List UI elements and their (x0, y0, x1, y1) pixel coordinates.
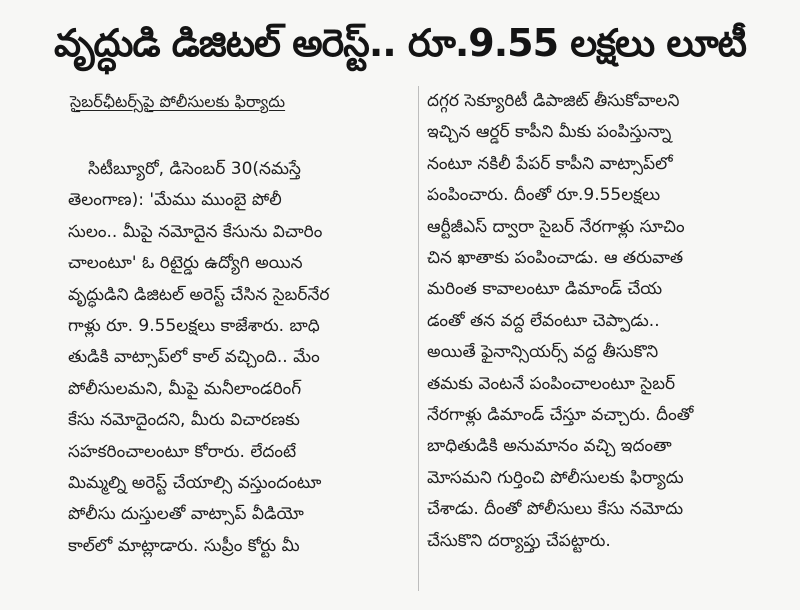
left-column-text (48, 154, 408, 562)
text-line: ఆర్టీజీఎస్ ద్వారా సైబర్ నేరగాళ్లు సూచిం (427, 216, 685, 237)
text-line: సహకరించాలంటూ కోరారు. లేదంటే (68, 441, 297, 462)
text-line: చేసుకొని దర్యాప్తు చేపట్టారు. (427, 530, 611, 551)
text-line: తుడికి వాట్సాప్‌లో కాల్ వచ్చింది.. మేం (68, 347, 320, 368)
text-line: చాలంటూ' ఓ రిటైర్డు ఉద్యోగి అయిన (68, 253, 303, 274)
column-divider (418, 86, 419, 591)
text-line: నంటూ నకిలీ పేపర్ కాపీని వాట్సాప్‌లో (427, 153, 673, 174)
text-line: బాధితుడికి అనుమానం వచ్చి ఇదంతా (427, 436, 672, 457)
text-line: మిమ్మల్ని అరెస్ట్ చేయాల్సి వస్తుందంటూ (68, 473, 322, 494)
headline: వృద్ధుడి డిజిటల్ అరెస్ట్.. రూ.9.55 లక్షలు లూటీ (53, 21, 747, 65)
text-line: తెలంగాణ): 'మేము ముంబై పోలీ (68, 190, 282, 211)
right-column-text (427, 86, 784, 557)
text-line: కేసు నమోదైందని, మీరు విచారణకు (68, 410, 300, 431)
text-line: అయితే ఫైనాన్సియర్స్ వద్ద తీసుకొని (427, 342, 659, 363)
text-line: చేశాడు. దీంతో పోలీసులు కేసు నమోదు (427, 499, 684, 520)
text-line: సులం.. మీపై నమోదైన కేసును విచారిం (68, 221, 323, 242)
text-line: నేరగాళ్లు డిమాండ్ చేస్తూ వచ్చారు. దీంతో (427, 405, 694, 426)
text-line: మరింత కావాలంటూ డిమాండ్ చేయ (427, 279, 663, 300)
subheadline: సైబర్‌ఛీటర్స్‌పై పోలీసులకు ఫిర్యాదు (70, 92, 286, 111)
text-line: వృద్ధుడిని డిజిటల్ అరెస్ట్ చేసిన సైబర్‌నేర (68, 284, 330, 305)
text-line: కాల్‌లో మాట్లాడారు. సుప్రీం కోర్టు మీ (68, 535, 300, 556)
text-line: పోలీసులమని, మీపై మనీలాండరింగ్ (68, 378, 302, 399)
text-line: మోసమని గుర్తించి పోలీసులకు ఫిర్యాదు (427, 467, 684, 488)
text-line: తమకు వెంటనే పంపించాలంటూ సైబర్ (427, 373, 676, 394)
text-line: చిన ఖాతాకు పంపించాడు. ఆ తరువాత (427, 248, 684, 269)
text-line: దగ్గర సెక్యూరిటీ డిపాజిట్ తీసుకోవాలని (427, 91, 680, 111)
article-body (48, 86, 783, 591)
text-line: పంపించారు. దీంతో రూ.9.55లక్షలు (427, 185, 661, 206)
right-column (427, 86, 784, 591)
text-line: సిటీబ్యూరో, డిసెంబర్ 30(నమస్తే (88, 159, 301, 179)
text-line: ఇచ్చిన ఆర్డర్ కాపీని మీకు పంపిస్తున్నా (427, 122, 672, 143)
text-line: డంతో తన వద్ద లేవంటూ చెప్పాడు.. (427, 310, 660, 331)
text-line: పోలీసు దుస్తులతో వాట్సాప్ వీడియో (68, 504, 304, 525)
left-column (48, 86, 408, 591)
text-line: గాళ్లు రూ. 9.55లక్షలు కాజేశారు. బాధి (68, 316, 320, 337)
